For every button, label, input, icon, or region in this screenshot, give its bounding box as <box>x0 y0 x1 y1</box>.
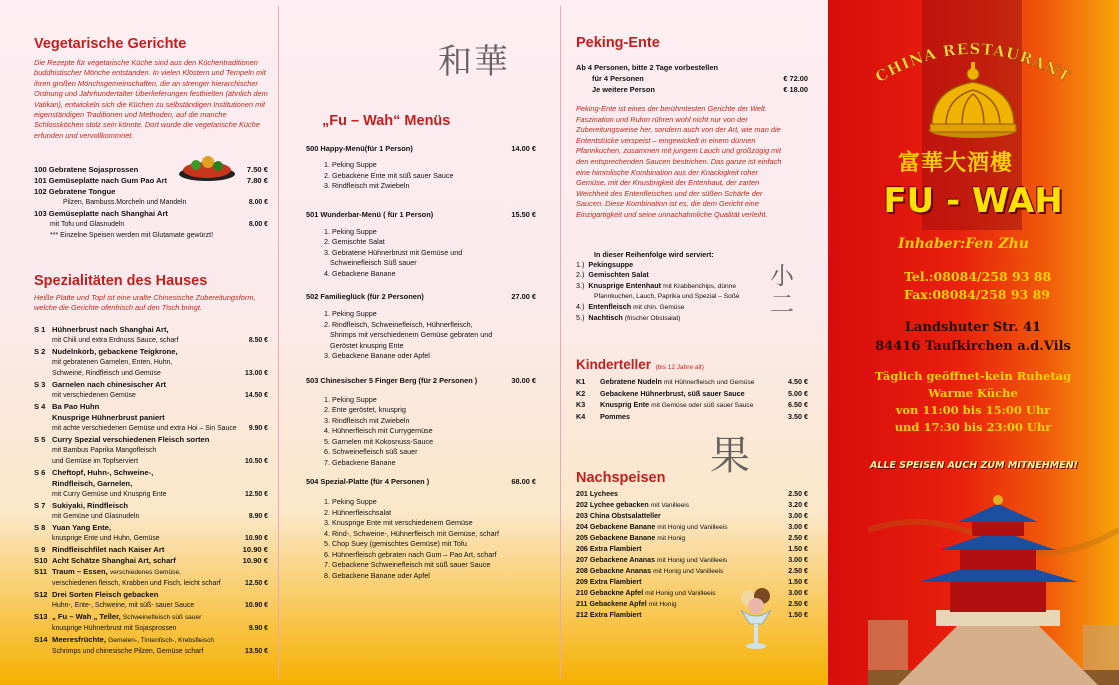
peking-prices <box>576 62 808 95</box>
vegetarian-intro: Die Rezepte für vegetarische Küche sind aus den Küchentraditionen buddhistischer Mönche entstanden. In vielen Klöstern und Tempeln mit ihren großen Mönchsgemeinschaften, die an strenger hierarchischer Ordnung und Jahrhundertalter Überlieferungen festhielten (ähnlich dem Vatikan), entwickeln sich die Küchen zu selbständigen Institutionen mit eigenständigen Traditionen und Methoden, auf die manche Schlossköchen stolz sein könnte. Dort wurde die vegetarische Küche erfunden und vervollkommnet. <box>34 58 268 140</box>
menu-item: S 2 Nudelnkorb, gebackene Teigkrone, <box>34 346 178 356</box>
menu-item: S 4 Ba Pao Huhn <box>34 401 100 411</box>
peking-order-note: Ab 4 Personen, bitte 2 Tage vorbestellen <box>576 63 718 72</box>
kids-subtitle: (bis 12 Jahre alt) <box>655 364 704 371</box>
menu-item: K1 Gebratene Nudeln mit Hühnerfleisch und Gemüse 4.50 € <box>576 377 808 386</box>
desserts-title: Nachspeisen <box>576 470 666 486</box>
menu-item-desc: Huhn-, Ente-, Schweine, mit süß- sauer Sauce 10.90 € <box>52 601 268 609</box>
phone-block <box>904 268 1051 304</box>
menu-item: S 1 Hühnerbrust nach Shanghai Art, <box>34 324 169 334</box>
set-menu-line: 4. Rind-, Schweine-, Hühnerfleisch mit Gemüse, scharf <box>324 528 499 538</box>
set-menu-line: 2. Gebackene Ente mit süß sauer Sauce <box>324 170 454 180</box>
menu-item: Knusprige Hühnerbrust paniert <box>52 412 165 422</box>
set-menu-line: 5. Garnelen mit Kokosnuss-Sauce <box>324 436 434 446</box>
menu-item: 209 Extra Flambiert 1.50 € <box>576 578 808 586</box>
owner: Inhaber:Fen Zhu <box>898 236 1029 252</box>
menu-item: 100 Gebratene Sojasprossen 7.50 € <box>34 165 268 174</box>
temple-of-heaven-image <box>868 470 1119 685</box>
set-menu-line: 3. Rindfleisch mit Zwiebeln <box>324 181 410 190</box>
menu-item: K2 Gebackene Hühnerbrust, süß sauer Sauce 5.00 € <box>576 389 808 398</box>
kids-header <box>576 356 704 374</box>
menu-item-desc: Schrimps und chinesische Pilzen, Gemüse scharf 13.50 € <box>52 647 268 655</box>
set-menu-line: 8. Gebackene Banane oder Apfel <box>324 570 430 580</box>
menu-item: 212 Extra Flambiert 1.50 € <box>576 611 808 619</box>
menu-item: 101 Gemüseplatte nach Gum Pao Art 7.80 € <box>34 176 268 185</box>
kids-list <box>576 376 808 422</box>
city: 84416 Taufkirchen a.d.Vils <box>875 339 1071 354</box>
menu-item: 205 Gebackene Banane mit Honig 2.50 € <box>576 534 808 542</box>
menu-item: K3 Knusprig Ente mit Gemüse oder süß sauer Sauce 6.50 € <box>576 400 808 409</box>
menus-title: „Fu – Wah“ Menüs <box>322 113 451 129</box>
set-menu-line: 4. Gebackene Banane <box>324 268 396 278</box>
menu-item: S10 Acht Schätze Shanghai Art, scharf 10.90 € <box>34 555 268 565</box>
menu-item-desc: mit Bambus Paprika Mangofleisch <box>52 446 157 454</box>
menu-item: 102 Gebratene Tongue <box>34 187 116 196</box>
calligraphy-decoration: 和華 <box>438 42 510 82</box>
menus-list <box>306 143 536 581</box>
menu-item-desc: Pilzen, Bambuss.Morcheln und Mandeln 8.00 € <box>63 199 268 206</box>
crown-icon <box>924 60 1022 142</box>
menu-item: 103 Gemüseplatte nach Shanghai Art <box>34 209 168 218</box>
sequence-item: 1.) Pekingsuppe <box>576 260 634 270</box>
set-menu-line: 1. Peking Suppe <box>324 309 377 318</box>
peking-price-row: Je weitere Person € 18.00 <box>592 85 808 94</box>
menu-item-desc: knusprige Hühnerbrust mit Sojasprossen 9.90 € <box>52 624 268 632</box>
vegetable-dish-image <box>176 148 238 184</box>
menu-item-desc: knusprige Ente und Huhn, Gemüse 10.90 € <box>52 534 268 542</box>
menu-item-desc: mit Curry Gemüse und Knusprig Ente 12.50 € <box>52 490 268 498</box>
restaurant-name: FU - WAH <box>883 181 1063 221</box>
menu-item: 203 China Obstsalatteller 3.00 € <box>576 512 808 520</box>
menu-item: 206 Extra Flambiert 1.50 € <box>576 545 808 553</box>
menu-item: 210 Gebackne Apfel mit Honig und Vanilleeis 3.00 € <box>576 589 808 597</box>
set-menu-line: 3. Gebratene Hühnerbrust mit Gemüse und <box>324 247 463 257</box>
set-menu-line: 3. Gebackene Banane oder Apfel <box>324 351 430 360</box>
set-menu-line: 1. Peking Suppe <box>324 497 377 506</box>
set-menu-line: 2. Ente geröstet, knusprig <box>324 405 406 414</box>
menu-item: S12 Drei Sorten Fleisch gebacken <box>34 589 159 599</box>
set-menu-line: 6. Hühnerfleisch gebraten nach Gum – Pao Art, scharf <box>324 549 497 559</box>
menu-item: S 8 Yuan Yang Ente, <box>34 522 111 532</box>
phone-number: Tel.:08084/258 93 88 <box>904 269 1052 284</box>
set-menu-line: 5. Chop Suey (gemischtes Gemüse) mit Tofu <box>324 539 467 548</box>
specials-intro: Heiße Platte und Topf ist eine uralte Chinesische Zubereitungsform, welche die Gerichte ofenfrisch auf den Tisch bringt. <box>34 293 256 313</box>
set-menu-header: 501 Wunderbar-Menü ( für 1 Person) 15.50 € <box>306 209 536 219</box>
open-days: Täglich geöffnet-kein Ruhetag <box>874 369 1072 383</box>
set-menu-line: 2. Gemischte Salat <box>324 237 385 246</box>
menu-item: Rindfleisch, Garnelen, <box>52 478 133 488</box>
kids-title: Kinderteller <box>576 357 652 372</box>
takeaway-note: ALLE SPEISEN AUCH ZUM MITNEHMEN! <box>870 460 1078 471</box>
set-menu-line: Geröstet knusprig Ente <box>324 340 404 350</box>
set-menu-header: 504 Spezial-Platte (für 4 Personen ) 68.00 € <box>306 477 536 486</box>
chinese-name: 富華大酒樓 <box>898 150 1014 176</box>
menu-item: 211 Gebackene Apfel mit Honig 2.50 € <box>576 600 808 608</box>
menu-item: S14 Meeresfrüchte, Gemelen-, Tintenfisch-, Krebsfleisch <box>34 634 215 644</box>
set-menu-line: 1. Peking Suppe <box>324 226 377 236</box>
menu-item-desc: mit achte verschiedenen Gemüse und extra Hoi – Sin Sauce 9.90 € <box>52 424 268 432</box>
calligraphy-decoration: 小二 <box>770 262 794 318</box>
hours-lunch: von 11:00 bis 15:00 Uhr <box>895 403 1051 417</box>
menu-item: 201 Lychees 2.50 € <box>576 490 808 498</box>
set-menu-line: 7. Gebackene Schweinefleisch mit süß sauer Sauce <box>324 560 491 569</box>
menu-item-desc: Schweine, Rindfleisch und Gemüse 13.00 € <box>52 369 268 377</box>
set-menu-line: 3. Knusprige Ente mit verschiedenem Gemüse <box>324 518 473 527</box>
column-menus <box>278 0 560 685</box>
column-vegetarian-specials <box>0 0 278 685</box>
set-menu-header: 500 Happy-Menü(für 1 Person) 14.00 € <box>306 144 536 153</box>
column-peking-kids-desserts <box>560 0 828 685</box>
arc-text: CHINA RESTAURANT <box>872 39 1074 87</box>
menu-item: S 6 Cheftopf, Huhn-, Schweine-, <box>34 467 154 477</box>
menu-item: 208 Gebackne Ananas mit Honig und Vanilleeis 2.50 € <box>576 567 808 575</box>
sequence-item: 2.) Gemischten Salat <box>576 270 649 280</box>
menu-item: S 5 Curry Spezial verschiedenen Fleisch sorten <box>34 434 210 444</box>
opening-hours <box>858 368 1088 436</box>
set-menu-line: 7. Gebackene Banane <box>324 457 396 467</box>
set-menu-line: 1. Peking Suppe <box>324 160 377 169</box>
set-menu-line: Schweinefleisch Süß sauer <box>324 258 417 267</box>
set-menu-line: 2. Rindfleisch, Schweinefleisch, Hühnerfleisch, <box>324 319 473 329</box>
menu-item: S13 „ Fu – Wah „ Teller, Schweinefleisch süß sauer <box>34 611 202 621</box>
peking-description: Peking-Ente ist eines der berühmtesten Gerichte der Welt. Faszination und Ruhm rühren wohl nicht nur von der Zubereitungsweise her, sondern auch von der Art, wie man die Ententstücke verspeist – eingewickelt in einem dünnen Pfannkuchen, zusammen mit jungem Lauch und großzügig mit den entsprechenden Saucen bestrichen. Das ganze ist einfach eine himmlische Kombination aus der Knackigkeit roher Gemüse, mit der Knusbrigkeit der Entenhaut, der zarten Weichheit des Entenfleisches und der süßen Schärfe der Saucen. Diese Kombination ist es, die dem Gericht eine Einzigartigkeit und seine unnachahmliche Qualität verleiht. <box>576 104 782 219</box>
menu-item-desc: mit gebratenen Garnelen, Enten, Huhn, <box>52 358 173 366</box>
restaurant-info-panel <box>828 0 1119 685</box>
menu-item: S 7 Sukiyaki, Rindfleisch <box>34 500 128 510</box>
specials-list <box>34 324 268 657</box>
peking-title: Peking-Ente <box>576 35 660 51</box>
menu-item-desc: verschiedenen fleisch, Krabben und Fisch, leicht scharf 12.50 € <box>52 579 268 587</box>
menu-item: S 9 Rindfleischfilet nach Kaiser Art 10.90 € <box>34 544 268 554</box>
set-menu-header: 503 Chinesischer 5 Finger Berg (für 2 Personen ) 30.00 € <box>306 375 536 385</box>
menu-item: K4 Pommes 3.50 € <box>576 412 808 421</box>
menu-item-desc: mit verschiedenen Gemüse 14.50 € <box>52 391 268 399</box>
glutamate-note: *** Einzelne Speisen werden mit Glutamate gewürzt! <box>50 232 214 239</box>
peking-price-row: für 4 Personen € 72.00 <box>592 74 808 83</box>
set-menu-line: 4. Hühnerfleisch mit Currygemüse <box>324 426 433 435</box>
fax-number: Fax:08084/258 93 89 <box>904 287 1050 302</box>
vegetarian-title: Vegetarische Gerichte <box>34 36 187 52</box>
peking-sequence <box>576 250 766 324</box>
address <box>868 318 1078 356</box>
street: Landshuter Str. 41 <box>904 320 1042 335</box>
set-menu-line: 1. Peking Suppe <box>324 394 377 404</box>
set-menu-line: Shrimps mit verschiedenem Gemüse gebraten und <box>324 330 493 339</box>
ice-cream-image <box>736 584 776 654</box>
kitchen-label: Warme Küche <box>928 386 1018 400</box>
sequence-item-desc: Pfannkuchen, Lauch, Paprika und Spezial – Soße <box>594 292 740 300</box>
sequence-item: 5.) Nachtisch (frischer Obstsalat) <box>576 313 681 323</box>
hours-dinner: und 17:30 bis 23:00 Uhr <box>894 420 1052 434</box>
specials-title: Spezialitäten des Hauses <box>34 273 208 289</box>
menu-item: 204 Gebackene Banane mit Honig und Vanilleeis 3.00 € <box>576 523 808 531</box>
set-menu-line: 2. Hühnerfleischsalat <box>324 507 392 517</box>
menu-item-desc: mit Chili und extra Erdnuss Sauce, scharf 8.50 € <box>52 336 268 344</box>
menu-item: S11 Traum – Essen, verschiedenes Gemüse, <box>34 566 181 576</box>
menu-item: 207 Gebackene Ananas mit Honig und Vanilleeis 3.00 € <box>576 556 808 564</box>
menu-item: 202 Lychee gebacken mit Vanilleeis 3.20 € <box>576 501 808 509</box>
menu-item-desc: mit Tofu und Glasnudeln 8.00 € <box>50 221 268 228</box>
set-menu-header: 502 Familieglück (für 2 Personen) 27.00 € <box>306 292 536 301</box>
set-menu-line: 6. Schweinefleisch süß sauer <box>324 447 418 456</box>
calligraphy-decoration: 果 <box>710 433 750 479</box>
sequence-item: 4.) Entenfleisch mit chin. Gemüse <box>576 302 685 312</box>
menu-item-desc: und Gemüse im Topfserviert 10.50 € <box>52 457 268 465</box>
menu-item-desc: mit Gemüse und Glasnudeln 8.90 € <box>52 512 268 520</box>
sequence-item: 3.) Knusprige Entenhaut mit Krabbenchips, dünne <box>576 280 737 290</box>
sequence-title: In dieser Reihenfolge wird serviert: <box>594 250 714 259</box>
menu-item: S 3 Garnelen nach chinesischer Art <box>34 379 167 389</box>
set-menu-line: 3. Rindfleisch mit Zwiebeln <box>324 415 410 425</box>
